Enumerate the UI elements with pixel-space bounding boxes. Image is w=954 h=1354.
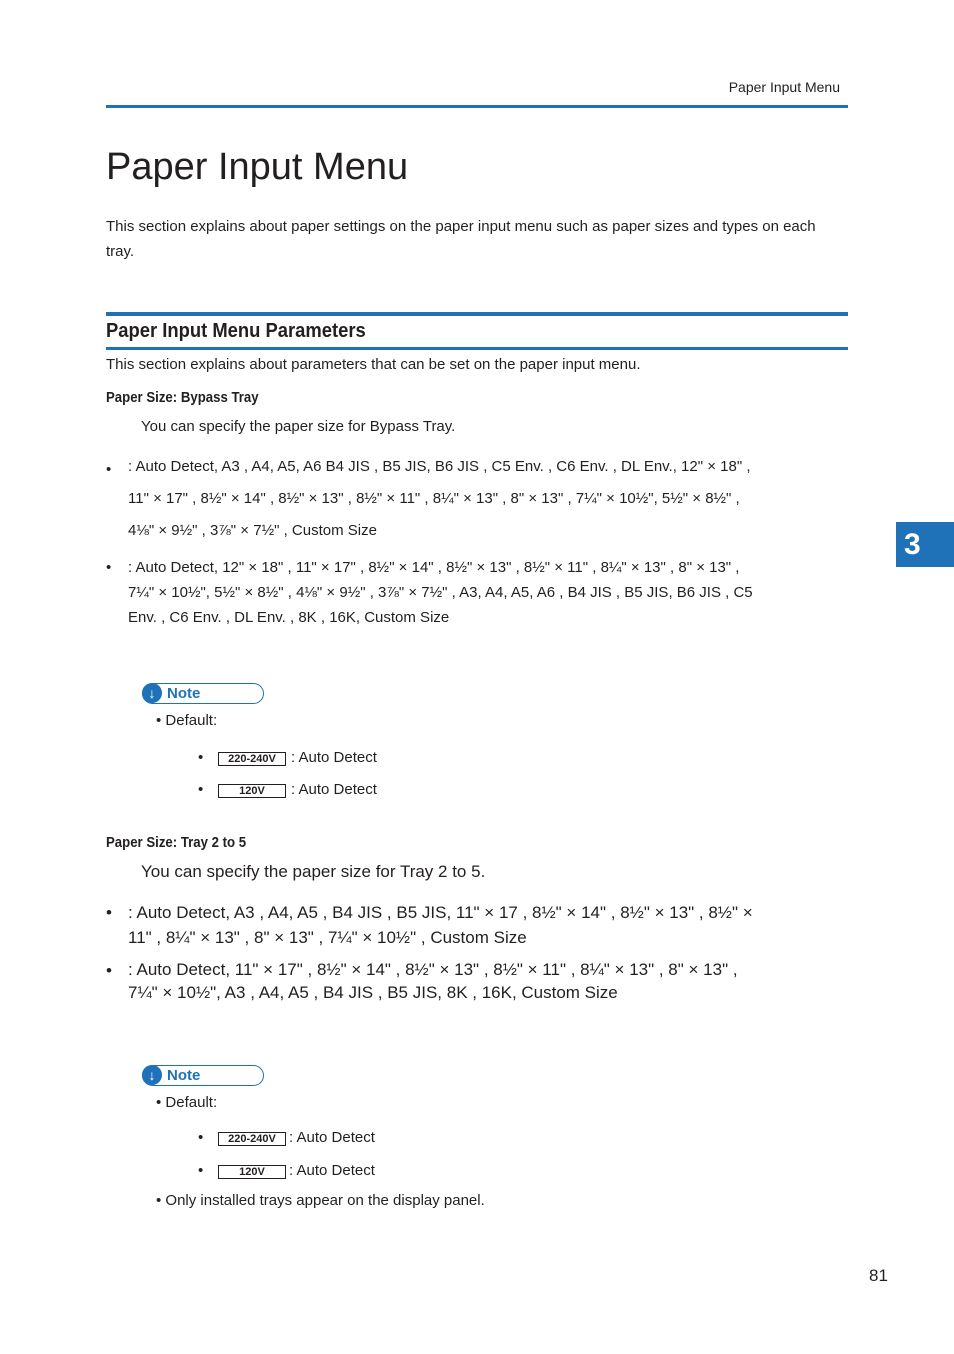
bypass-sizes-1: : Auto Detect, A3 , A4, A5, A6 B4 JIS , B5 JIS, B6 JIS , C5 Env. , C6 Env. , DL Env., 12" × 18" , 11" × 17" , 8½" × 14" , 8½" × 13" , 8½" × 11" , 8¼" × 13" , 8" × 13" , 7¼" × 10½", 5½" × 8½" , 4⅛" × 9½" , 3⅞" × 7½" , Custom Size — [128, 458, 751, 539]
bypass-sizes-2: : Auto Detect, 12" × 18" , 11" × 17" , 8½" × 14" , 8½" × 13" , 8½" × 11" , 8¼" × 13" , 8" × 13" , 7¼" × 10½", 5½" × 8½" , 4⅛" × 9½" , 3⅞" × 7½" , A3, A4, A5, A6 , B4 JIS , B5 JIS, B6 JIS , C5 Env. , C6 Env. , DL Env. , 8K , 16K, Custom Size — [128, 559, 753, 626]
voltage-badge: 220-240V — [218, 752, 286, 766]
running-header: Paper Input Menu — [728, 79, 840, 95]
section-title: Paper Input Menu Parameters — [106, 320, 366, 342]
tray-description: You can specify the paper size for Tray 2 to 5. — [141, 862, 486, 881]
bullet-dot: • — [106, 461, 112, 478]
default-value: : Auto Detect — [291, 749, 377, 766]
voltage-badge: 120V — [218, 1165, 286, 1179]
tray-heading: Paper Size: Tray 2 to 5 — [106, 834, 247, 851]
note-badge — [142, 683, 264, 704]
tray-sizes-2: : Auto Detect, 11" × 17" , 8½" × 14" , 8½" × 13" , 8½" × 11" , 8¼" × 13" , 8" × 13" , 7¼" × 10½", A3 , A4, A5 , B4 JIS , B5 JIS, 8K , 16K, Custom Size — [128, 960, 738, 1002]
tray-sizes-1: : Auto Detect, A3 , A4, A5 , B4 JIS , B5 JIS, 11" × 17 , 8½" × 14" , 8½" × 13" , 8½" × 11" , 8¼" × 13" , 8" × 13" , 7¼" × 10½" , Custom Size — [128, 903, 753, 947]
installed-trays-note: • Only installed trays appear on the display panel. — [156, 1192, 485, 1209]
default-label: • Default: — [156, 1094, 218, 1111]
header-rule — [106, 105, 848, 108]
default-value: : Auto Detect — [289, 1129, 375, 1146]
bullet-dot: • — [106, 559, 112, 576]
section-rule-top — [106, 312, 848, 316]
note-badge — [142, 1065, 264, 1086]
voltage-badge: 220-240V — [218, 1132, 286, 1146]
note-label: Note — [167, 685, 201, 702]
bullet-dot: • — [106, 961, 112, 980]
bypass-heading: Paper Size: Bypass Tray — [106, 389, 259, 406]
default-label: • Default: — [156, 712, 218, 729]
chapter-tab: 3 — [896, 522, 954, 567]
note-label: Note — [167, 1067, 201, 1084]
default-value: : Auto Detect — [291, 781, 377, 798]
arrow-down-icon: ↓ — [142, 1065, 162, 1085]
default-value: : Auto Detect — [289, 1162, 375, 1179]
bypass-description: You can specify the paper size for Bypass Tray. — [141, 418, 456, 435]
section-description: This section explains about parameters that can be set on the paper input menu. — [106, 356, 641, 373]
section-rule-bottom — [106, 347, 848, 350]
arrow-down-icon: ↓ — [142, 683, 162, 703]
intro-paragraph: This section explains about paper settings on the paper input menu such as paper sizes and types on each tray. — [106, 218, 816, 260]
bullet-dot: • — [106, 903, 112, 922]
page-number: 81 — [869, 1266, 888, 1285]
page-title: Paper Input Menu — [106, 146, 409, 188]
voltage-badge: 120V — [218, 784, 286, 798]
